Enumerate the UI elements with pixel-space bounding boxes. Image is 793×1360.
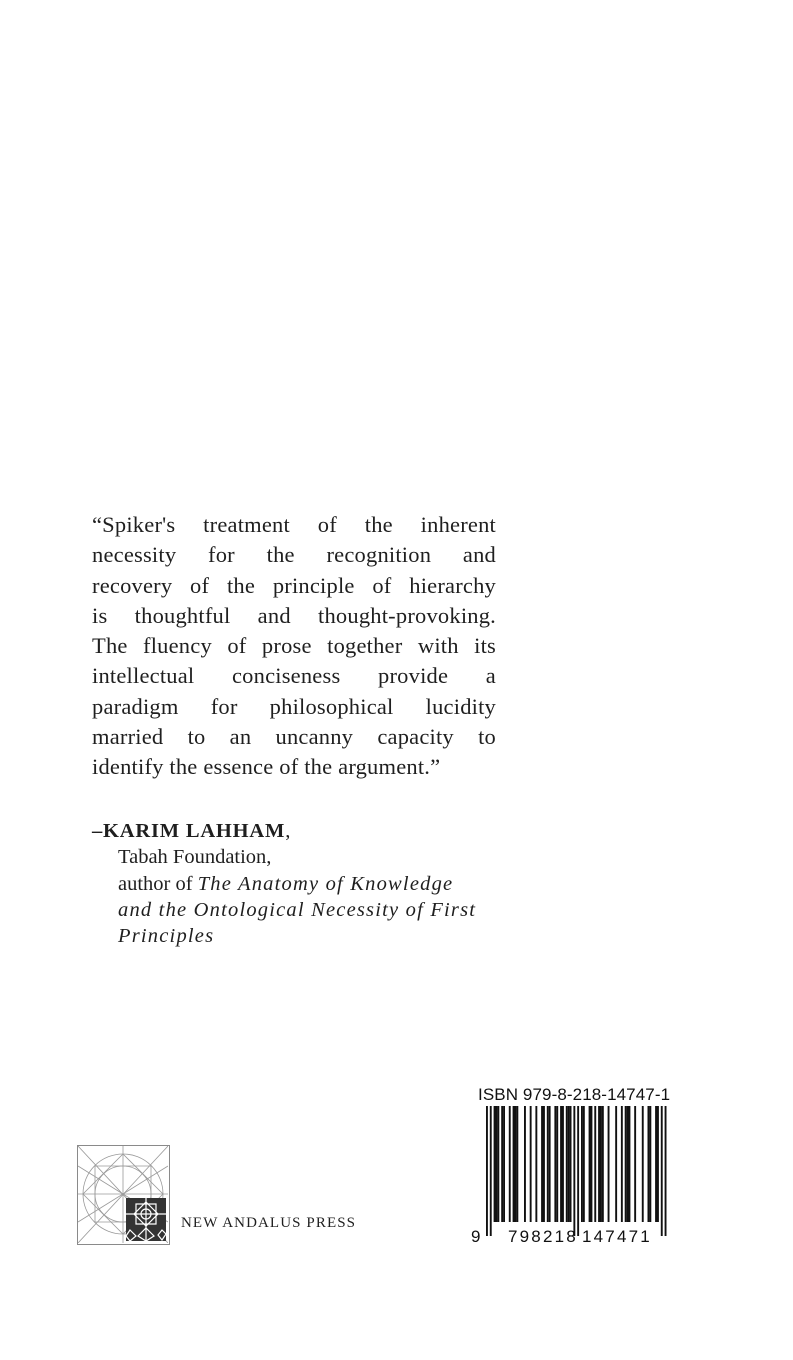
barcode-bar bbox=[627, 1106, 629, 1222]
barcode-bar bbox=[608, 1106, 610, 1222]
barcode-bar bbox=[562, 1106, 564, 1222]
endorser-name-comma: , bbox=[285, 820, 291, 842]
quote-line: identify the essence of the argument.” bbox=[92, 754, 441, 780]
isbn-barcode bbox=[470, 1106, 670, 1246]
barcode-bar bbox=[541, 1106, 543, 1222]
barcode-bar bbox=[556, 1106, 558, 1222]
quote-line: necessity for the recognition and bbox=[92, 542, 496, 568]
endorser-name: –KARIM LAHHAM bbox=[92, 820, 286, 842]
barcode-bar bbox=[497, 1106, 499, 1222]
barcode-bar bbox=[515, 1106, 517, 1222]
endorsement-quote bbox=[92, 510, 496, 783]
barcode-bar bbox=[594, 1106, 596, 1222]
barcode-bar bbox=[621, 1106, 623, 1222]
barcode-bar bbox=[573, 1106, 575, 1236]
barcode-bar bbox=[568, 1106, 570, 1222]
barcode-bar bbox=[665, 1106, 667, 1236]
barcode-bar bbox=[591, 1106, 593, 1222]
barcode-bar bbox=[570, 1106, 572, 1222]
quote-line: intellectual conciseness provide a bbox=[92, 663, 496, 689]
barcode-bar bbox=[549, 1106, 551, 1222]
quote-attribution bbox=[92, 818, 502, 949]
geometric-pattern-logo-icon bbox=[77, 1145, 170, 1245]
barcode-bar bbox=[649, 1106, 651, 1222]
barcode-digit-group: 147471 bbox=[582, 1227, 652, 1246]
barcode-bar bbox=[509, 1106, 511, 1222]
barcode-bar bbox=[490, 1106, 492, 1236]
quote-line: married to an uncanny capacity to bbox=[92, 724, 496, 750]
barcode-bar bbox=[661, 1106, 663, 1236]
barcode-bar bbox=[560, 1106, 562, 1222]
quote-line: recovery of the principle of hierarchy bbox=[92, 572, 496, 598]
quote-line: The fluency of prose together with its bbox=[92, 633, 496, 659]
barcode-bar bbox=[516, 1106, 518, 1222]
barcode-bar bbox=[530, 1106, 532, 1222]
barcode-bar bbox=[566, 1106, 568, 1222]
barcode-bar bbox=[602, 1106, 604, 1222]
barcode-bar bbox=[577, 1106, 579, 1236]
barcode-bar bbox=[543, 1106, 545, 1222]
quote-line: is thoughtful and thought-provoking. bbox=[92, 602, 496, 628]
barcode-bar bbox=[503, 1106, 505, 1222]
endorser-organization: Tabah Foundation, bbox=[118, 846, 272, 869]
barcode-bar bbox=[496, 1106, 498, 1222]
barcode-bar bbox=[634, 1106, 636, 1222]
barcode-bar bbox=[589, 1106, 591, 1222]
barcode-bar bbox=[615, 1106, 617, 1222]
isbn-label: ISBN 979-8-218-14747-1 bbox=[478, 1085, 671, 1104]
barcode-bar bbox=[598, 1106, 600, 1222]
book-title-line-3: Principles bbox=[118, 925, 215, 948]
barcode-bar bbox=[501, 1106, 503, 1222]
quote-line: “Spiker's treatment of the inherent bbox=[92, 512, 496, 537]
book-title-line-1: The Anatomy of Knowledge bbox=[197, 872, 454, 895]
barcode-bar bbox=[629, 1106, 631, 1222]
barcode-bar bbox=[547, 1106, 549, 1222]
barcode-bar bbox=[581, 1106, 583, 1222]
barcode-bar bbox=[524, 1106, 526, 1222]
barcode-bar bbox=[554, 1106, 556, 1222]
barcode-bar bbox=[513, 1106, 515, 1222]
barcode-bar bbox=[642, 1106, 644, 1222]
barcode-bar bbox=[655, 1106, 657, 1222]
quote-line: paradigm for philosophical lucidity bbox=[92, 693, 496, 719]
barcode-bar bbox=[486, 1106, 488, 1236]
author-of-prefix: author of bbox=[118, 872, 198, 895]
publisher-name: NEW ANDALUS PRESS bbox=[181, 1215, 357, 1231]
barcode-bar bbox=[535, 1106, 537, 1222]
barcode-bar bbox=[648, 1106, 650, 1222]
book-title-line-2: and the Ontological Necessity of First bbox=[118, 898, 477, 921]
barcode-bar bbox=[657, 1106, 659, 1222]
barcode-bar bbox=[625, 1106, 627, 1222]
barcode-digit-group: 798218 bbox=[508, 1227, 578, 1246]
barcode-digit-group: 9 bbox=[471, 1227, 481, 1246]
barcode-bar bbox=[583, 1106, 585, 1222]
barcode-bar bbox=[600, 1106, 602, 1222]
barcode-bar bbox=[494, 1106, 496, 1222]
